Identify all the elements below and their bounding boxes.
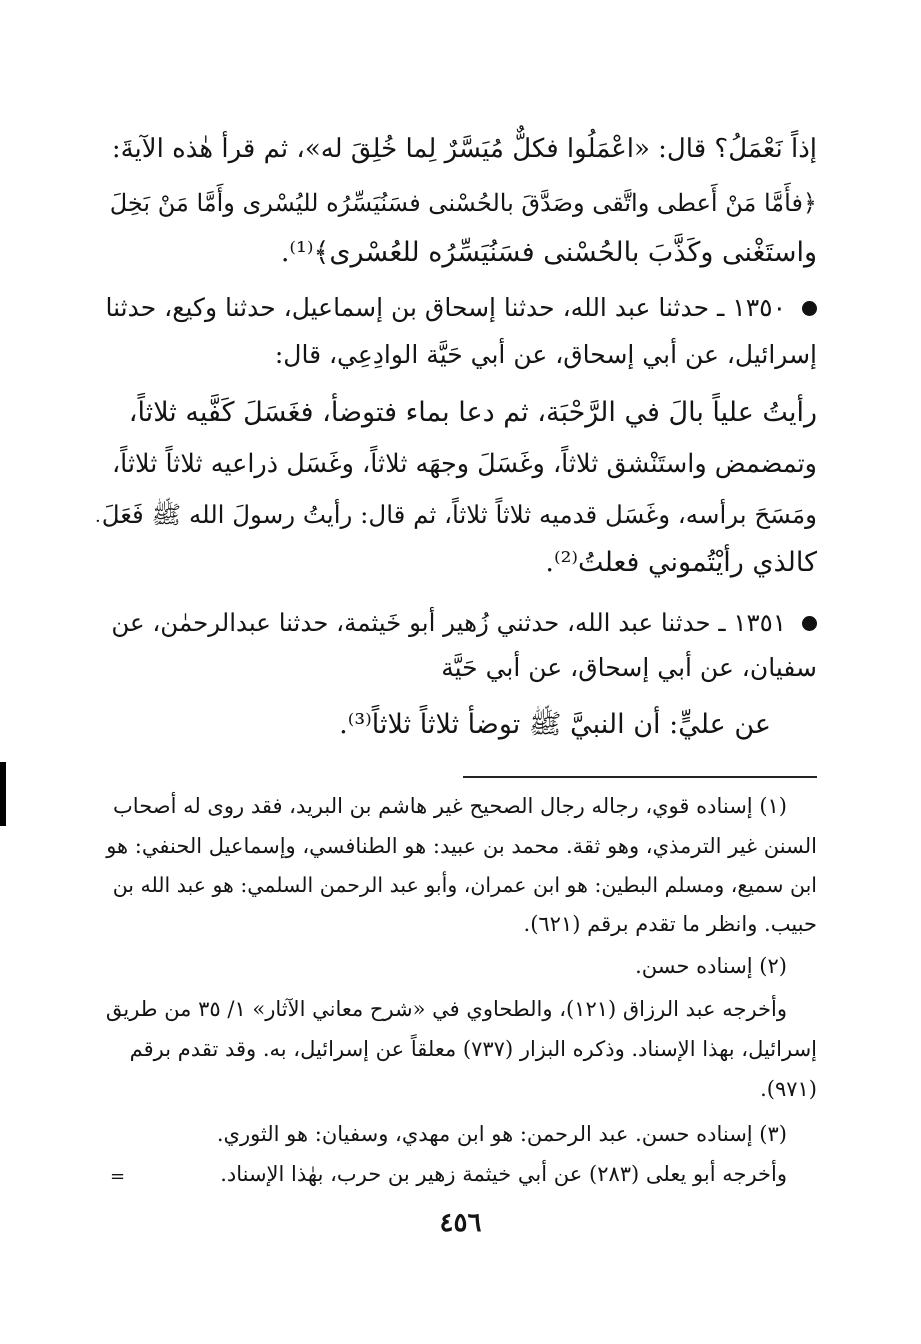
footnote-2-line-2: وأخرجه عبد الرزاق (١٢١)، والطحاوي في «شرح معاني الآثار» ١/ ٣٥ من طريق: [105, 997, 787, 1021]
hadith-1350-text-line-3: ومَسَحَ برأسه، وغَسَل قدميه ثلاثاً ثلاثاً، ثم قال: رأيتُ رسولَ الله ﷺ فَعَلَ: [101, 500, 817, 529]
footnote-1-line-3: ابن سميع، ومسلم البطين: هو ابن عمران، وأبو عبد الرحمن السلمي: هو عبد الله بن: [112, 873, 817, 897]
hadith-1351-text-line-1: عن عليٍّ: أن النبيَّ ﷺ توضأ ثلاثاً ثلاثاً⁽³⁾.: [339, 709, 771, 740]
footnote-separator: [463, 776, 817, 778]
footnote-3-line-2: وأخرجه أبو يعلى (٢٨٣) عن أبي خيثمة زهير بن حرب، بهٰذا الإسناد.: [220, 1162, 787, 1186]
footnote-2-line-3: إسرائيل، بهذا الإسناد. وذكره البزار (٧٣٧) معلقاً عن إسرائيل، به. وقد تقدم برقم: [129, 1037, 817, 1061]
page-edge-mark: [0, 762, 6, 826]
continuation-mark: =: [110, 1166, 126, 1187]
hadith-1351-isnad-line-2: سفيان، عن أبي إسحاق، عن أبي حَيَّة: [441, 653, 817, 682]
hadith-1350-isnad-line-1: ١٣٥٠ ـ حدثنا عبد الله، حدثنا إسحاق بن إسماعيل، حدثنا وكيع، حدثنا: [105, 293, 786, 322]
footnote-3-line-1: (٣) إسناده حسن. عبد الرحمن: هو ابن مهدي، وسفيان: هو الثوري.: [216, 1122, 787, 1146]
hadith-bullet-icon: [802, 301, 817, 316]
stray-dot-mark: ·: [95, 511, 101, 532]
page-number: ٤٥٦: [439, 1208, 482, 1238]
hadith-1350-text-line-4: كالذي رأيْتُموني فعلتُ⁽²⁾.: [545, 547, 817, 578]
footnote-1-line-2: السنن غير الترمذي، وهو ثقة. محمد بن عبيد: هو الطنافسي، وإسماعيل الحنفي: هو: [106, 834, 817, 858]
footnote-2-line-4: (٩٧١).: [760, 1077, 817, 1101]
footnote-1-line-4: حبيب. وانظر ما تقدم برقم (٦٢١).: [523, 912, 817, 936]
main-text-line-3: واستَغْنى وكَذَّبَ بالحُسْنى فسَنُيَسِّرُه للعُسْرى﴾⁽¹⁾.: [280, 237, 817, 268]
hadith-bullet-icon: [802, 616, 817, 631]
footnote-1-line-1: (١) إسناده قوي، رجاله رجال الصحيح غير هاشم بن البريد، فقد روى له أصحاب: [113, 794, 787, 818]
hadith-1351-isnad-line-1: ١٣٥١ ـ حدثنا عبد الله، حدثني زُهير أبو خَيثمة، حدثنا عبدالرحمٰن، عن: [111, 608, 786, 637]
hadith-1350-text-line-1: رأيتُ علياً بالَ في الرَّحْبَة، ثم دعا بماء فتوضأ، فغَسَلَ كَفَّيه ثلاثاً،: [128, 397, 817, 428]
hadith-1350-text-line-2: وتمضمض واستَنْشق ثلاثاً، وغَسَلَ وجهَه ثلاثاً، وغَسَل ذراعيه ثلاثاً ثلاثاً،: [111, 449, 817, 479]
hadith-1350-isnad-line-2: إسرائيل، عن أبي إسحاق، عن أبي حَيَّة الوادِعِي، قال:: [274, 340, 817, 369]
main-text-line-1: إذاً نَعْمَلُ؟ قال: «اعْمَلُوا فكلٌّ مُيَسَّرٌ لِما خُلِقَ له»، ثم قرأ هٰذه الآيةَ:: [111, 134, 817, 164]
main-text-line-2: ﴿فأَمَّا مَنْ أَعطى واتَّقى وصَدَّقَ بالحُسْنى فسَنُيَسِّرُه لليُسْرى وأَمَّا مَنْ بَخِلَ: [109, 189, 817, 217]
footnote-2-line-1: (٢) إسناده حسن.: [635, 954, 787, 978]
